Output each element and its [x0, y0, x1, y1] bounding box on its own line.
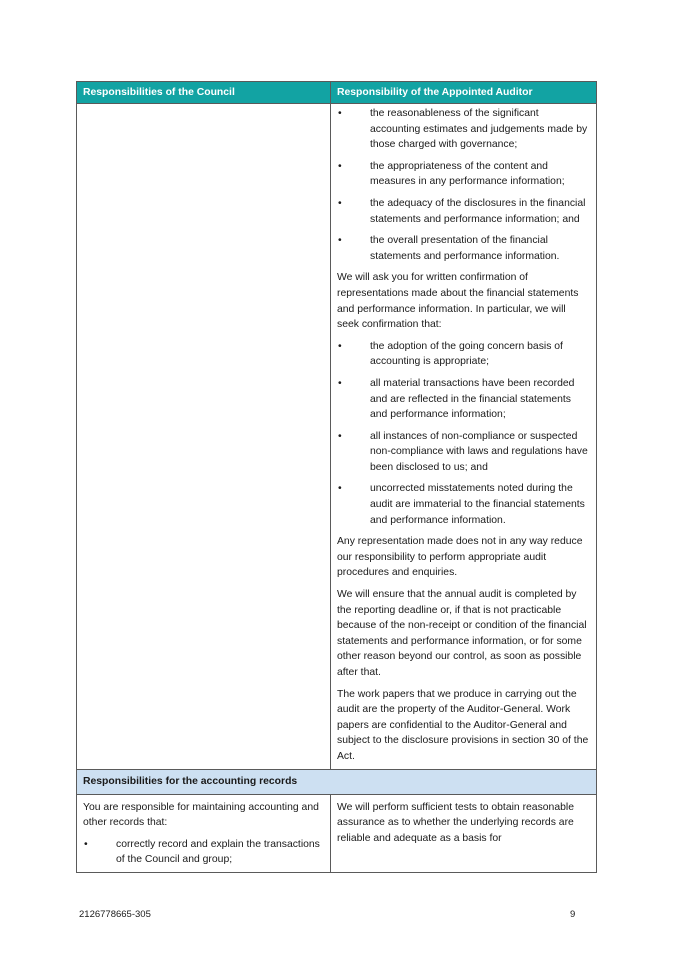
bullet-icon: • — [338, 430, 342, 442]
section-title: Responsibilities for the accounting records — [77, 769, 597, 794]
list-item: • the overall presentation of the financial statements and performance information. — [337, 233, 590, 264]
paragraph: The work papers that we produce in carrying out the audit are the property of the Auditor-General. Work papers are confidential to the Auditor-General and subject to the disclosure provisions in section 30 of the Act. — [337, 688, 589, 762]
auditor-cell — [331, 104, 597, 770]
council-cell — [77, 794, 331, 872]
section-header-row — [77, 769, 597, 794]
document-id: 2126778665-305 — [79, 909, 151, 920]
bullet-icon: • — [84, 838, 88, 850]
list-item: • uncorrected misstatements noted during the audit are immaterial to the financial statements and performance information. — [337, 481, 590, 528]
list-item: • all instances of non-compliance or suspected non-compliance with laws and regulations have been disclosed to us; and — [337, 429, 590, 476]
table-header-row — [77, 82, 597, 104]
paragraph: We will ask you for written confirmation of representations made about the financial statements and performance information. In particular, we will seek confirmation that: — [337, 272, 579, 331]
header-auditor: Responsibility of the Appointed Auditor — [331, 82, 597, 104]
page-number: 9 — [570, 909, 576, 920]
auditor-cell — [331, 794, 597, 872]
list-item: • the appropriateness of the content and measures in any performance information; — [337, 159, 590, 190]
header-council: Responsibilities of the Council — [77, 82, 331, 104]
table-row — [77, 104, 597, 770]
bullet-icon: • — [338, 235, 342, 247]
list-item: • all material transactions have been recorded and are reflected in the financial statements and performance information; — [337, 376, 590, 423]
paragraph: We will ensure that the annual audit is completed by the reporting deadline or, if that is not practicable because of the non-receipt or condition of the financial statements and performance information, or for some other reason beyond our control, as soon as possible after that. — [337, 589, 587, 678]
bullet-icon: • — [338, 197, 342, 209]
bullet-icon: • — [338, 483, 342, 495]
list-item: • the reasonableness of the significant accounting estimates and judgements made by those charged with governance; — [337, 106, 590, 153]
bullet-icon: • — [338, 340, 342, 352]
paragraph: Any representation made does not in any way reduce our responsibility to perform appropriate audit procedures and enquiries. — [337, 536, 583, 579]
bullet-icon: • — [338, 160, 342, 172]
bullet-icon: • — [338, 108, 342, 119]
council-cell-empty — [77, 104, 331, 770]
list-item: • the adequacy of the disclosures in the financial statements and performance information; and — [337, 196, 590, 227]
paragraph: We will perform sufficient tests to obtain reasonable assurance as to whether the underlying records are reliable and adequate as a basis for — [337, 801, 574, 844]
list-item: • the adoption of the going concern basis of accounting is appropriate; — [337, 339, 590, 370]
table-row — [77, 794, 597, 872]
bullet-icon: • — [338, 377, 342, 389]
list-item: • correctly record and explain the transactions of the Council and group; — [83, 837, 324, 868]
responsibilities-table — [76, 81, 597, 873]
paragraph: You are responsible for maintaining accounting and other records that: — [83, 801, 319, 829]
